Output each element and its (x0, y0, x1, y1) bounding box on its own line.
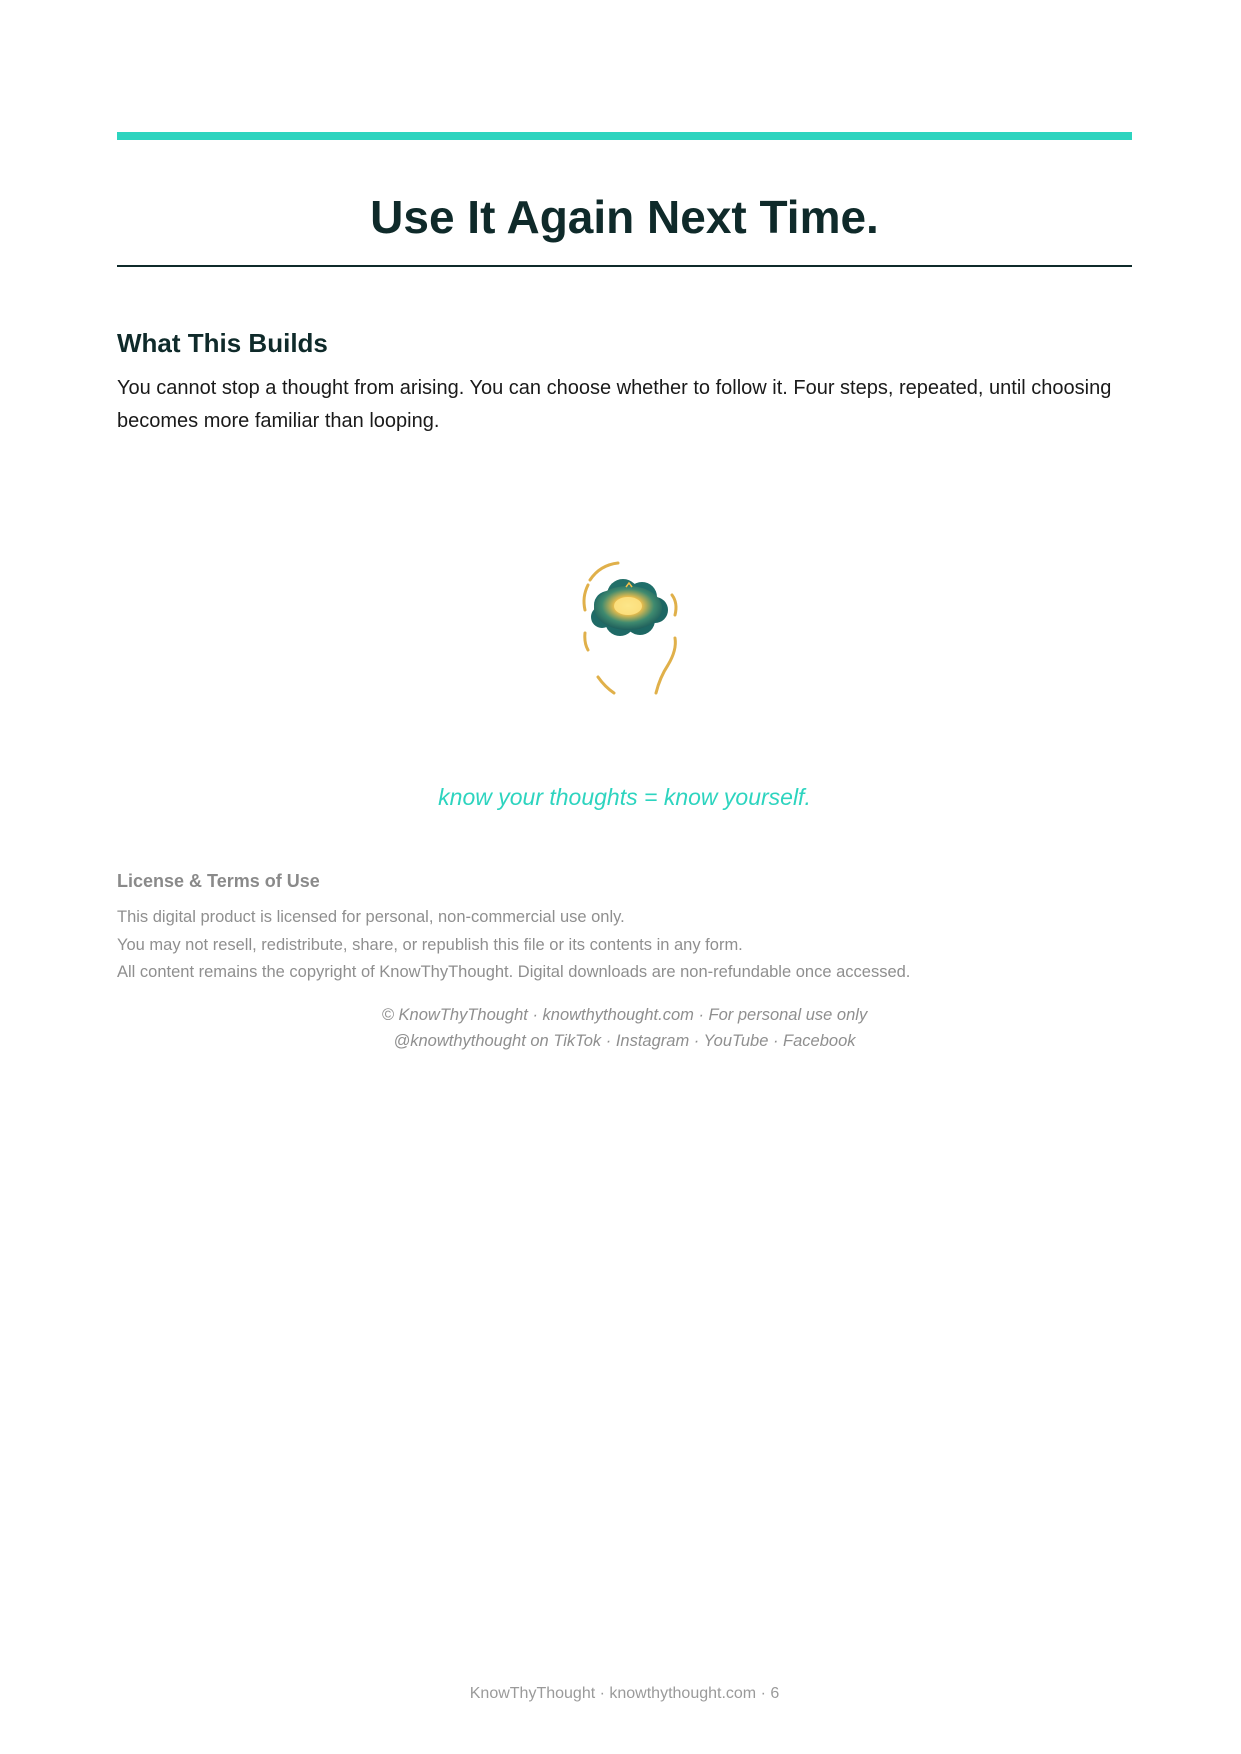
thought-cloud (591, 579, 668, 636)
head-outline-top (590, 563, 618, 580)
credits-line-social: @knowthythought on TikTok · Instagram · YouTube · Facebook (393, 1032, 856, 1050)
license-line: You may not resell, redistribute, share, or republish this file or its contents in any form. (117, 935, 743, 954)
accent-bar (117, 132, 1132, 140)
license-line: This digital product is licensed for personal, non-commercial use only. (117, 908, 625, 926)
license-line: All content remains the copyright of KnowThyThought. Digital downloads are non-refundable once accessed. (117, 963, 911, 981)
section-body: You cannot stop a thought from arising. You can choose whether to follow it. Four steps, repeated, until choosing becomes more familiar than looping. (117, 377, 1112, 432)
license-text (117, 904, 910, 987)
section-heading: What This Builds (117, 328, 328, 358)
credits (117, 1002, 1132, 1054)
tagline: know your thoughts = know yourself. (438, 784, 811, 810)
page-footer: KnowThyThought · knowthythought.com · 6 (469, 1685, 780, 1702)
title-divider (117, 265, 1132, 267)
credits-line-site: © KnowThyThought · knowthythought.com · For personal use only (381, 1006, 868, 1024)
page-title: Use It Again Next Time. (370, 191, 879, 243)
license-heading: License & Terms of Use (117, 871, 320, 891)
head-with-glowing-thought-cloud-icon (560, 555, 690, 725)
